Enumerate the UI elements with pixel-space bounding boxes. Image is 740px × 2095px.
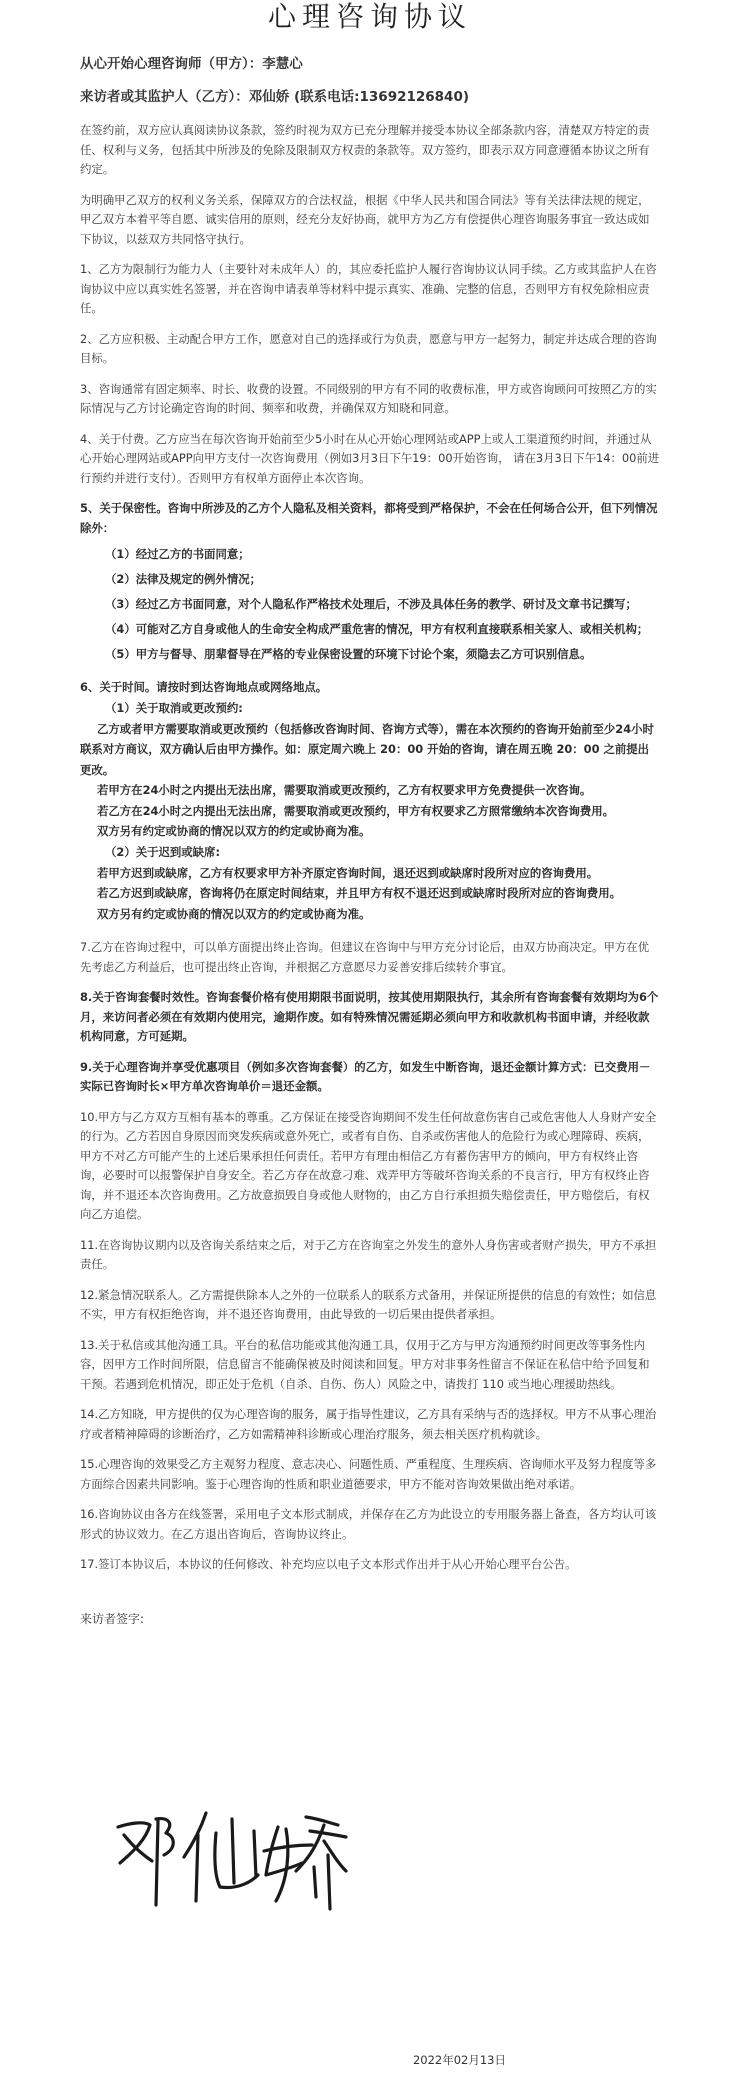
clause-6-sub-2-paragraph: 若乙方迟到或缺席，咨询将仍在原定时间结束，并且甲方有权不退还迟到或缺席时段所对应的咨询费用。 <box>97 886 621 900</box>
clause-6-sub-2-paragraph: 若甲方迟到或缺席，乙方有权要求甲方补齐原定咨询时间，退还迟到或缺席时段所对应的咨询费用。 <box>97 865 599 880</box>
list-item: （3）经过乙方书面同意，对个人隐私作严格技术处理后，不涉及具体任务的教学、研讨及文章书记撰写； <box>105 597 637 611</box>
clause-14: 14.乙方知晓，甲方提供的仅为心理咨询的服务，属于指导性建议，乙方具有采纳与否的选择权。甲方不从事心理治疗或者精神障碍的诊断治疗，乙方如需精神科诊断或心理治疗服务，须去相关医疗机构就诊。 <box>80 1407 657 1441</box>
page-title: 心理咨询协议 <box>267 0 472 33</box>
clause-4: 4、关于付费。乙方应当在每次咨询开始前至少5小时在从心开始心理网站或APP上或人工渠道预约时间，并通过从心开始心理网站或APP向甲方支付一次咨询费用（例如3月3日下午19：00开始咨询， 请在3月3日下午14：00前进行预约并进行支付）。否则甲方有权单方面停止本次咨询。 <box>80 431 660 485</box>
clause-11: 11.在咨询协议期内以及咨询关系结束之后，对于乙方在咨询室之外发生的意外人身伤害或者财产损失，甲方不承担责任。 <box>80 1237 657 1271</box>
signing-date: 2022年02月13日 <box>412 2053 506 2067</box>
clause-16: 16.咨询协议由各方在线签署，采用电子文本形式制成，并保存在乙方为此设立的专用服务器上备查，各方均认可该形式的协议效力。在乙方退出咨询后，咨询协议终止。 <box>80 1507 657 1541</box>
clause-10: 10.甲方与乙方双方互相有基本的尊重。乙方保证在接受咨询期间不发生任何故意伤害自己或危害他人人身财产安全的行为。乙方若因自身原因而突发疾病或意外死亡，或者有自伤、自杀或伤害他人的危险行为或心理障碍、疾病，甲方不对乙方可能产生的上述后果承担任何责任。若甲方有理由相信乙方有蓄伤害甲方的倾向，甲方有权终止咨询，必要时可以报警保护自身安全。若乙方存在故意刁难、戏弄甲方等破坏咨询关系的不良言行，甲方有权终止咨询，并不退还本次咨询费用。乙方故意损毁自身或他人财物的，由乙方自行承担损失赔偿责任，甲方赔偿后，有权向乙方追偿。 <box>80 1109 657 1221</box>
list-item: （1）经过乙方的书面同意； <box>105 547 250 561</box>
clause-6-sub-1-paragraph: 若乙方在24小时之内提出无法出席，需要取消或更改预约，甲方有权要求乙方照常缴纳本次咨询费用。 <box>97 803 615 818</box>
signature-label: 来访者签字: <box>80 1611 145 1626</box>
clause-6: 6、关于时间。请按时到达咨询地点或网络地点。 <box>80 680 328 694</box>
handwritten-signature <box>110 1805 350 1915</box>
list-item: （2）法律及规定的例外情况； <box>105 572 262 586</box>
clause-2: 2、乙方应积极、主动配合甲方工作，愿意对自己的选择或行为负责，愿意与甲方一起努力，制定并达成合理的咨询目标。 <box>80 331 657 365</box>
clause-8: 8.关于咨询套餐时效性。咨询套餐价格有使用期限书面说明，按其使用期限执行，其余所有咨询套餐有效期均为6个月，来访问者必须在有效期内使用完，逾期作废。如有特殊情况需延期必须向甲方和收款机构书面申请，并经收款机构同意，方可延期。 <box>80 990 659 1043</box>
list-item: （5）甲方与督导、朋辈督导在严格的专业保密设置的环境下讨论个案，须隐去乙方可识别信息。 <box>105 647 592 661</box>
confidentiality-exceptions <box>80 542 660 667</box>
clause-6-sub-1-paragraph: 双方另有约定或协商的情况以双方的约定或协商为准。 <box>97 824 371 838</box>
clause-12: 12.紧急情况联系人。乙方需提供除本人之外的一位联系人的联系方式备用，并保证所提供的信息的有效性；如信息不实，甲方有权拒绝咨询，并不退还咨询费用，由此导致的一切后果由提供者承担。 <box>80 1287 657 1321</box>
clause-7: 7.乙方在咨询过程中，可以单方面提出终止咨询。但建议在咨询中与甲方充分讨论后，由双方协商决定。甲方在优先考虑乙方利益后，也可提出终止咨询，并根据乙方意愿尽力妥善安排后续转介事宜。 <box>80 940 650 974</box>
clause-6-sub-2-paragraph: 双方另有约定或协商的情况以双方的约定或协商为准。 <box>97 906 371 921</box>
clause-6-sub-1-title: （1）关于取消或更改预约: <box>105 700 243 715</box>
party-a: 从心开始心理咨询师（甲方）：李慧心 <box>80 56 303 72</box>
clause-5: 5、关于保密性。咨询中所涉及的乙方个人隐私及相关资料，都将受到严格保护，不会在任何场合公开，但下列情况除外： <box>80 501 658 535</box>
clause-17: 17.签订本协议后，本协议的任何修改、补充均应以电子文本形式作出并于从心开始心理平台公告。 <box>80 1557 577 1571</box>
clause-6-sub-2-title: （2）关于迟到或缺席: <box>105 844 220 859</box>
intro-paragraph-2: 为明确甲乙双方的权利义务关系，保障双方的合法权益，根据《中华人民共和国合同法》等有关法律法规的规定，甲乙双方本着平等自愿、诚实信用的原则，经充分友好协商，就甲方为乙方有偿提供心理咨询服务事宜一致达成如下协议，以兹双方共同恪守执行。 <box>80 192 650 246</box>
clause-15: 15.心理咨询的效果受乙方主观努力程度、意志决心、问题性质、严重程度、生理疾病、咨询师水平及努力程度等多方面综合因素共同影响。鉴于心理咨询的性质和职业道德要求，甲方不能对咨询效果做出绝对承诺。 <box>80 1457 657 1491</box>
clause-6-sub-1-paragraph: 若甲方在24小时之内提出无法出席，需要取消或更改预约，乙方有权要求甲方免费提供一次咨询。 <box>97 783 592 797</box>
clause-13: 13.关于私信或其他沟通工具。平台的私信功能或其他沟通工具，仅用于乙方与甲方沟通预约时间更改等事务性内容，因甲方工作时间所限，信息留言不能确保被及时阅读和回复。甲方对非事务性留言不保证在私信中给予回复和干预。若遇到危机情况，即正处于危机（自杀、自伤、伤人）风险之中，请拨打 110 或当地心理援助热线。 <box>80 1337 650 1391</box>
clause-3: 3、咨询通常有固定频率、时长、收费的设置。不同级别的甲方有不同的收费标准，甲方或咨询顾问可按照乙方的实际情况与乙方讨论确定咨询的时间、频率和收费，并确保双方知晓和同意。 <box>80 381 657 415</box>
intro-paragraph-1: 在签约前，双方应认真阅读协议条款，签约时视为双方已充分理解并接受本协议全部条款内容，清楚双方特定的责任、权利与义务，包括其中所涉及的免除及限制双方权责的条款等。双方签约，即表示双方同意遵循本协议之所有约定。 <box>80 123 650 176</box>
party-b: 来访者或其监护人（乙方）：邓仙娇 (联系电话:13692126840) <box>80 89 470 105</box>
clause-9: 9.关于心理咨询并享受优惠项目（例如多次咨询套餐）的乙方，如发生中断咨询，退还金额计算方式：已交费用－实际已咨询时长×甲方单次咨询单价＝退还金额。 <box>80 1059 651 1093</box>
clause-1: 1、乙方为限制行为能力人（主要针对未成年人）的，其应委托监护人履行咨询协议认同手续。乙方或其监护人在咨询协议中应以真实姓名签署，并在咨询申请表单等材料中提示真实、准确、完整的信息，否则甲方有权免除相应责任。 <box>80 262 657 315</box>
list-item: （4）可能对乙方自身或他人的生命安全构成严重危害的情况，甲方有权利直接联系相关家人、或相关机构； <box>105 622 649 636</box>
clause-6-sub-1-paragraph: 乙方或者甲方需要取消或更改预约（包括修改咨询时间、咨询方式等），需在本次预约的咨询开始前至少24小时联系对方商议，双方确认后由甲方操作。如：原定周六晚上 20：00 开始的咨询，请在周五晚 20：00 之前提出更改。 <box>80 721 654 777</box>
